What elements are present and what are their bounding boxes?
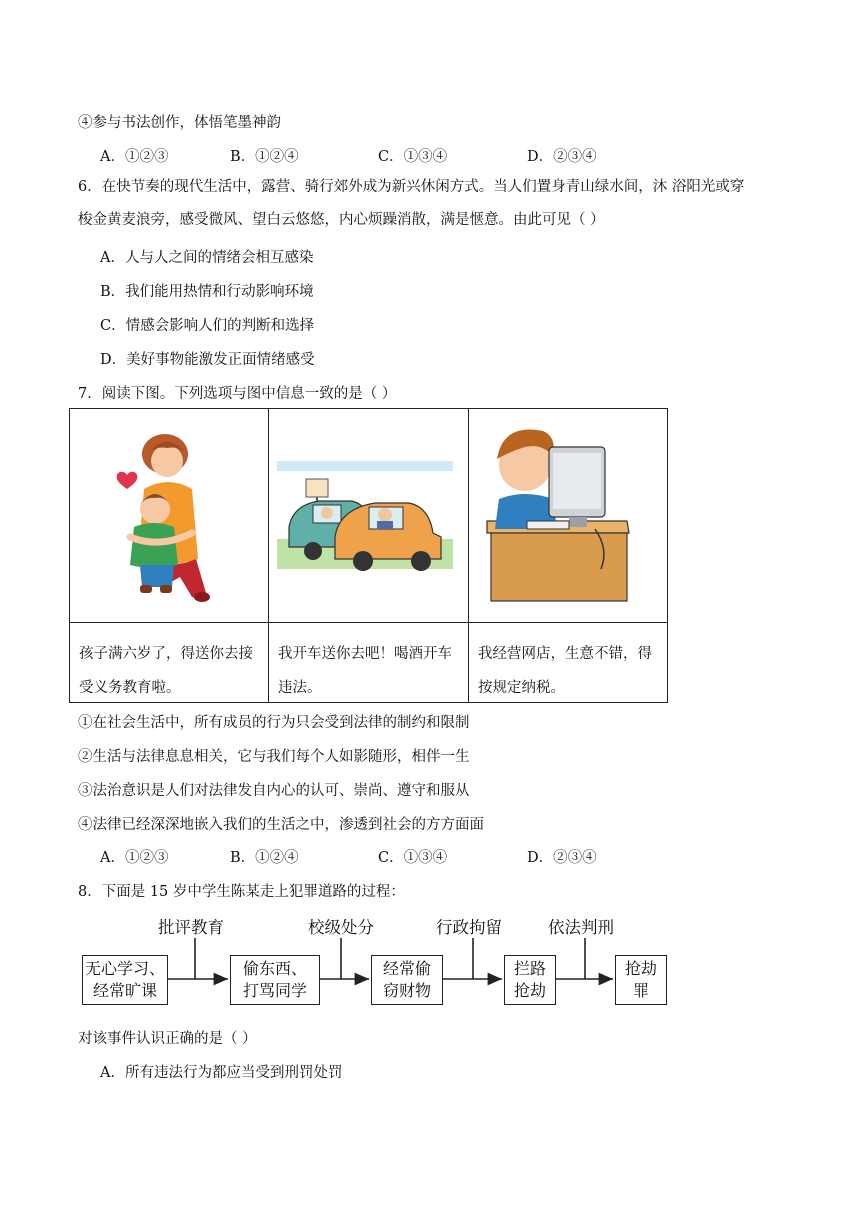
flow-box-2-line-2: 打骂同学	[242, 981, 307, 1000]
q7-caption-1-line-2: 受义务教育啦。	[79, 680, 181, 696]
q7-item-4: ④法律已经深深地嵌入我们的生活之中，渗透到社会的方方面面	[78, 817, 484, 833]
q5-option-d[interactable]: D．②③④	[527, 149, 597, 165]
q6-option-d[interactable]: D．美好事物能激发正面情绪感受	[100, 352, 315, 368]
q7-caption-3-line-1: 我经营网店，生意不错，得	[478, 646, 652, 662]
q8-question: 对该事件认识正确的是（ ）	[78, 1031, 257, 1047]
driving-car-illustration	[269, 409, 469, 623]
q7-option-d[interactable]: D．②③④	[527, 850, 597, 866]
q7-stem: 7．阅读下图。下列选项与图中信息一致的是（ ）	[78, 386, 397, 402]
computer-shop-owner-illustration	[469, 409, 667, 623]
q5-option-b[interactable]: B．①②④	[230, 149, 299, 165]
flow-box-2-line-1: 偷东西、	[242, 959, 307, 978]
q6-option-c[interactable]: C．情感会影响人们的判断和选择	[100, 318, 315, 334]
q7-item-1: ①在社会生活中，所有成员的行为只会受到法律的制约和限制	[78, 715, 470, 731]
q5-option-a[interactable]: A．①②③	[100, 149, 169, 165]
flow-box-stealing-fighting	[230, 955, 320, 1005]
q7-caption-1-line-1: 孩子满六岁了，得送你去接	[79, 646, 253, 662]
flow-label-criticism: 批评教育	[158, 918, 224, 937]
q7-caption-2-line-2: 违法。	[278, 680, 322, 696]
q5-option-c[interactable]: C．①③④	[378, 149, 448, 165]
q6-stem-line-2: 梭金黄麦浪旁，感受微风、望白云悠悠，内心烦躁消散，满是惬意。由此可见（ ）	[78, 212, 605, 228]
q6-stem	[78, 171, 778, 237]
q7-item-2: ②生活与法律息息相关，它与我们每个人如影随形，相伴一生	[78, 749, 470, 765]
q7-caption-2-line-1: 我开车送你去吧！喝酒开车	[278, 646, 452, 662]
q7-options	[100, 846, 720, 868]
flow-box-5-line-2: 罪	[632, 981, 649, 1000]
q6-option-b[interactable]: B．我们能用热情和行动影响环境	[100, 284, 314, 300]
q7-caption-3-line-2: 按规定纳税。	[478, 680, 565, 696]
q8-option-a[interactable]: A．所有违法行为都应当受到刑罚处罚	[100, 1065, 343, 1081]
q6-stem-line-1: 6．在快节奏的现代生活中，露营、骑行郊外成为新兴休闲方式。当人们置身青山绿水间，沐 浴阳光或穿	[78, 179, 745, 195]
q6-option-a[interactable]: A．人与人之间的情绪会相互感染	[100, 250, 314, 266]
q7-option-a[interactable]: A．①②③	[100, 850, 169, 866]
flow-box-4-line-1: 拦路	[513, 959, 546, 978]
flow-box-3-line-1: 经常偷	[382, 959, 431, 978]
q7-item-3: ③法治意识是人们对法律发自内心的认可、崇尚、遵守和服从	[78, 783, 470, 799]
q5-options	[100, 145, 720, 167]
flow-box-robbery	[504, 955, 556, 1005]
flow-box-1-line-2: 经常旷课	[92, 981, 157, 1000]
flow-box-5-line-1: 抢劫	[624, 959, 657, 978]
q8-stem: 8．下面是 15 岁中学生陈某走上犯罪道路的过程：	[78, 884, 405, 900]
q7-option-c[interactable]: C．①③④	[378, 850, 448, 866]
q7-caption-3	[469, 623, 667, 702]
flow-box-skipping-class	[82, 955, 168, 1005]
q8-flow-diagram	[78, 908, 678, 1008]
flow-label-sentence: 依法判刑	[548, 918, 614, 937]
q7-caption-2	[269, 623, 469, 702]
mother-hugging-child-illustration	[70, 409, 269, 623]
q7-option-b[interactable]: B．①②④	[230, 850, 299, 866]
q7-picture-table	[69, 408, 668, 703]
q5-item-4: ④参与书法创作，体悟笔墨神韵	[78, 115, 281, 131]
flow-label-detention: 行政拘留	[436, 918, 502, 937]
q7-caption-1	[70, 623, 269, 702]
flow-box-robbery-crime	[615, 955, 667, 1005]
flow-box-3-line-2: 窃财物	[382, 981, 431, 1000]
flow-box-4-line-2: 抢劫	[513, 981, 546, 1000]
flow-box-stealing-property	[371, 955, 443, 1005]
flow-label-school-punishment: 校级处分	[308, 918, 374, 937]
flow-box-1-line-1: 无心学习、	[84, 959, 165, 978]
